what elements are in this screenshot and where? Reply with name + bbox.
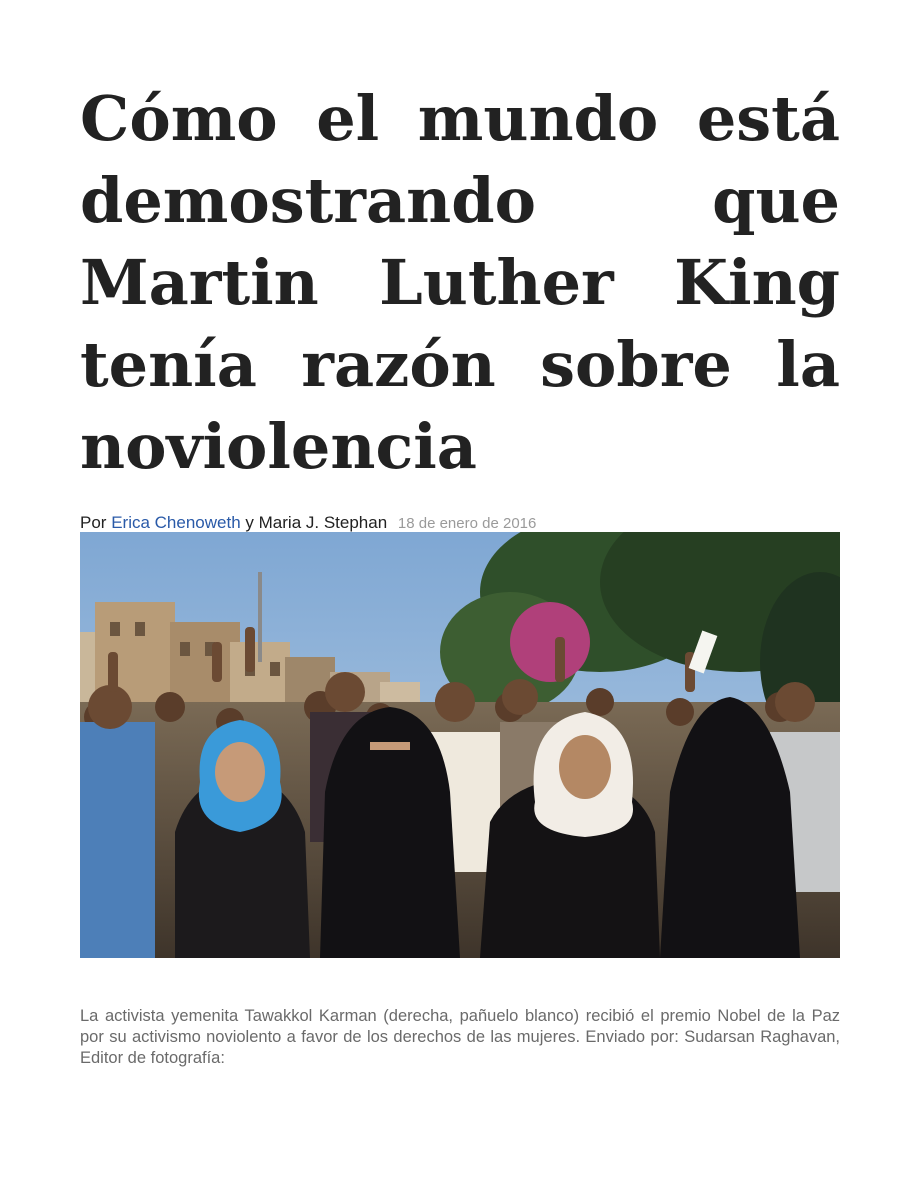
publish-date: 18 de enero de 2016	[397, 515, 537, 532]
author-link-erica-chenoweth[interactable]: Erica Chenoweth	[111, 513, 241, 532]
protest-march-photo	[80, 532, 840, 958]
byline-conjunction: y	[245, 513, 254, 532]
article-headline: Cómo el mundo está demostrando que Martin Luther King tenía razón sobre la noviolencia	[80, 82, 840, 483]
author-maria-stephan: Maria J. Stephan	[258, 513, 388, 532]
photo-caption: La activista yemenita Tawakkol Karman (derecha, pañuelo blanco) recibió el premio Nobel de la Paz por su activismo noviolento a favor de los derechos de las mujeres. Enviado por: Sudarsan Raghavan, Editor de fotografía:	[80, 1007, 840, 1067]
byline-prefix: Por	[80, 513, 107, 532]
article-photo	[80, 532, 840, 958]
article-header	[80, 78, 840, 535]
